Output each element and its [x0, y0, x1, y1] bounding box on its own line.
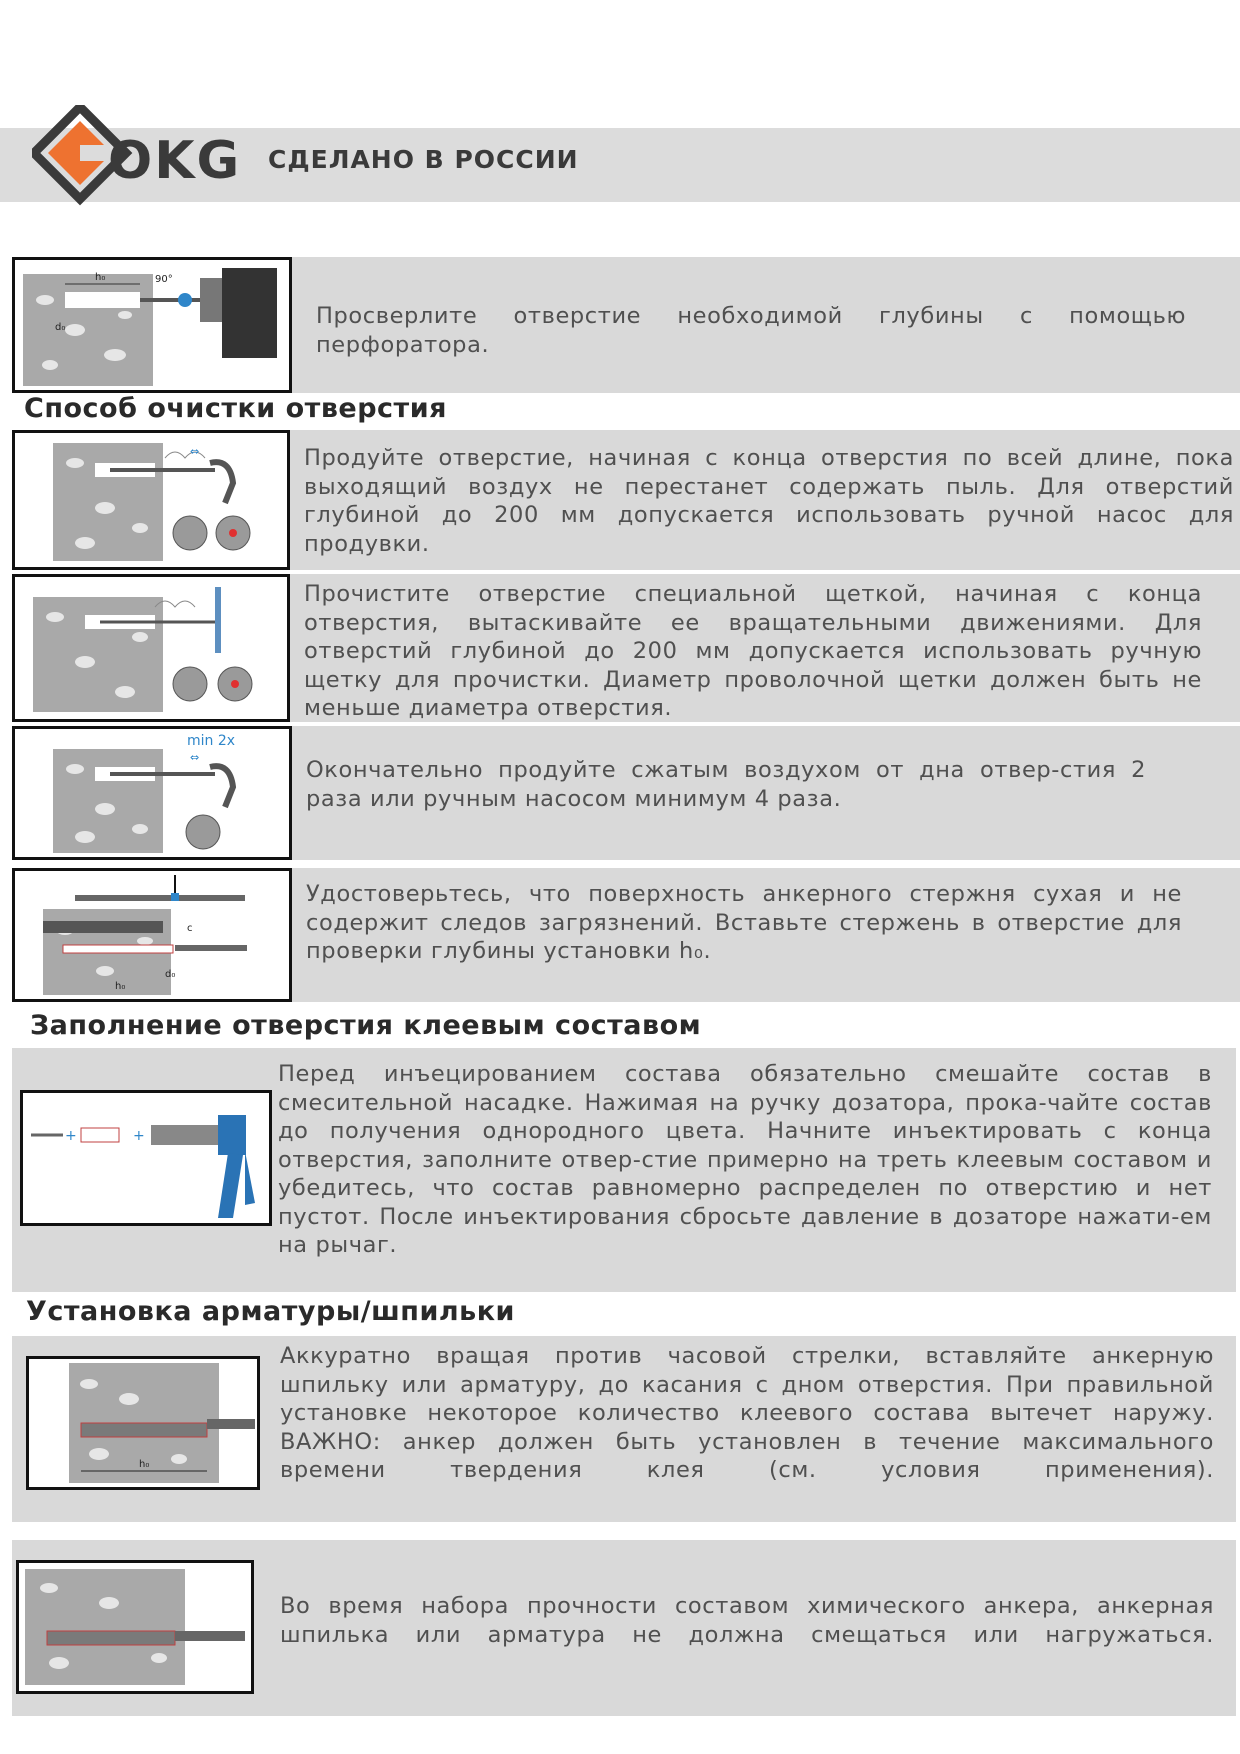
step-blow-text: Продуйте отверстие, начиная с конца отверстия по всей длине, пока выходящий воздух не перестанет содержать пыль. Для отверстий глубиной до 200 мм допускается использовать ручной насос для продувки. — [304, 445, 1234, 557]
d0-label: d₀ — [55, 322, 66, 333]
step-brush-text: Прочистите отверстие специальной щеткой, начиная с конца отверстия, вытаскивайте ее вращательными движениями. Для отверстий глубиной до 200 мм допускается использовать ручную щетку для прочистки. Диаметр проволочной щетки должен быть не меньше диаметра отверстия. — [304, 581, 1202, 721]
svg-text:+: + — [65, 1128, 77, 1144]
svg-text:⇔: ⇔ — [190, 445, 200, 458]
install-text: Аккуратно вращая против часовой стрелки, вставляйте анкерную шпильку или арматуру, до касания с дном отверстия. При правильной установке некоторое количество клеевого состава вытечет наружу. ВАЖНО: анкер должен быть установлен в течение максимального времени твердения клея (см. условия применения). — [280, 1343, 1214, 1483]
svg-text:⇔: ⇔ — [190, 751, 200, 764]
filling-text: Перед инъецированием состава обязательно смешайте состав в смесительной насадке. Нажимая на ручку дозатора, прока-чайте состав до получения однородного цвета. Начните инъектировать с конца отверстия, заполните отвер-стие примерно на треть клеевым составом и убедитесь, что состав равномерно распределен по отверстию и нет пустот. После инъектирования сбросьте давление в дозаторе нажати-ем на рычаг. — [278, 1061, 1212, 1258]
drill-hole-figure — [12, 257, 292, 393]
h0-label: h₀ — [139, 1459, 150, 1470]
okg-logo — [32, 105, 252, 213]
rod-check-figure — [12, 868, 292, 1002]
d0-label: d₀ — [165, 969, 176, 980]
h0-label: h₀ — [115, 981, 126, 992]
h0-label: h₀ — [95, 272, 106, 283]
blow-out-figure — [12, 430, 290, 570]
step-rod-check-text: Удостоверьтесь, что поверхность анкерного стержня сухая и не содержит следов загрязнений. Вставьте стержень в отверстие для проверки глубины установки h₀. — [306, 881, 1182, 964]
made-in-russia-tagline: СДЕЛАНО В РОССИИ — [268, 145, 579, 174]
filling-heading: Заполнение отверстия клеевым составом — [30, 1010, 702, 1041]
min-2x-label: min 2x — [187, 733, 236, 749]
step-final-blow-text: Окончательно продуйте сжатым воздухом от дна отвер-стия 2 раза или ручным насосом минимум 4 раза. — [306, 757, 1146, 812]
step-drill-text: Просверлите отверстие необходимой глубины с помощью перфоратора. — [316, 303, 1186, 358]
rod-install-figure — [26, 1356, 260, 1490]
cleaning-heading: Способ очистки отверстия — [24, 393, 447, 424]
cure-text: Во время набора прочности составом химического анкера, анкерная шпилька или арматура не должна смещаться или нагружаться. — [280, 1593, 1214, 1648]
c-label: c — [187, 923, 193, 934]
brush-clean-figure — [12, 574, 290, 722]
dispenser-figure — [20, 1090, 272, 1226]
install-heading: Установка арматуры/шпильки — [26, 1296, 515, 1327]
final-blow-figure — [12, 726, 292, 860]
svg-text:+: + — [133, 1128, 145, 1144]
curing-figure — [16, 1560, 254, 1694]
angle-label: 90° — [155, 274, 173, 285]
svg-text:OKG: OKG — [108, 131, 242, 191]
